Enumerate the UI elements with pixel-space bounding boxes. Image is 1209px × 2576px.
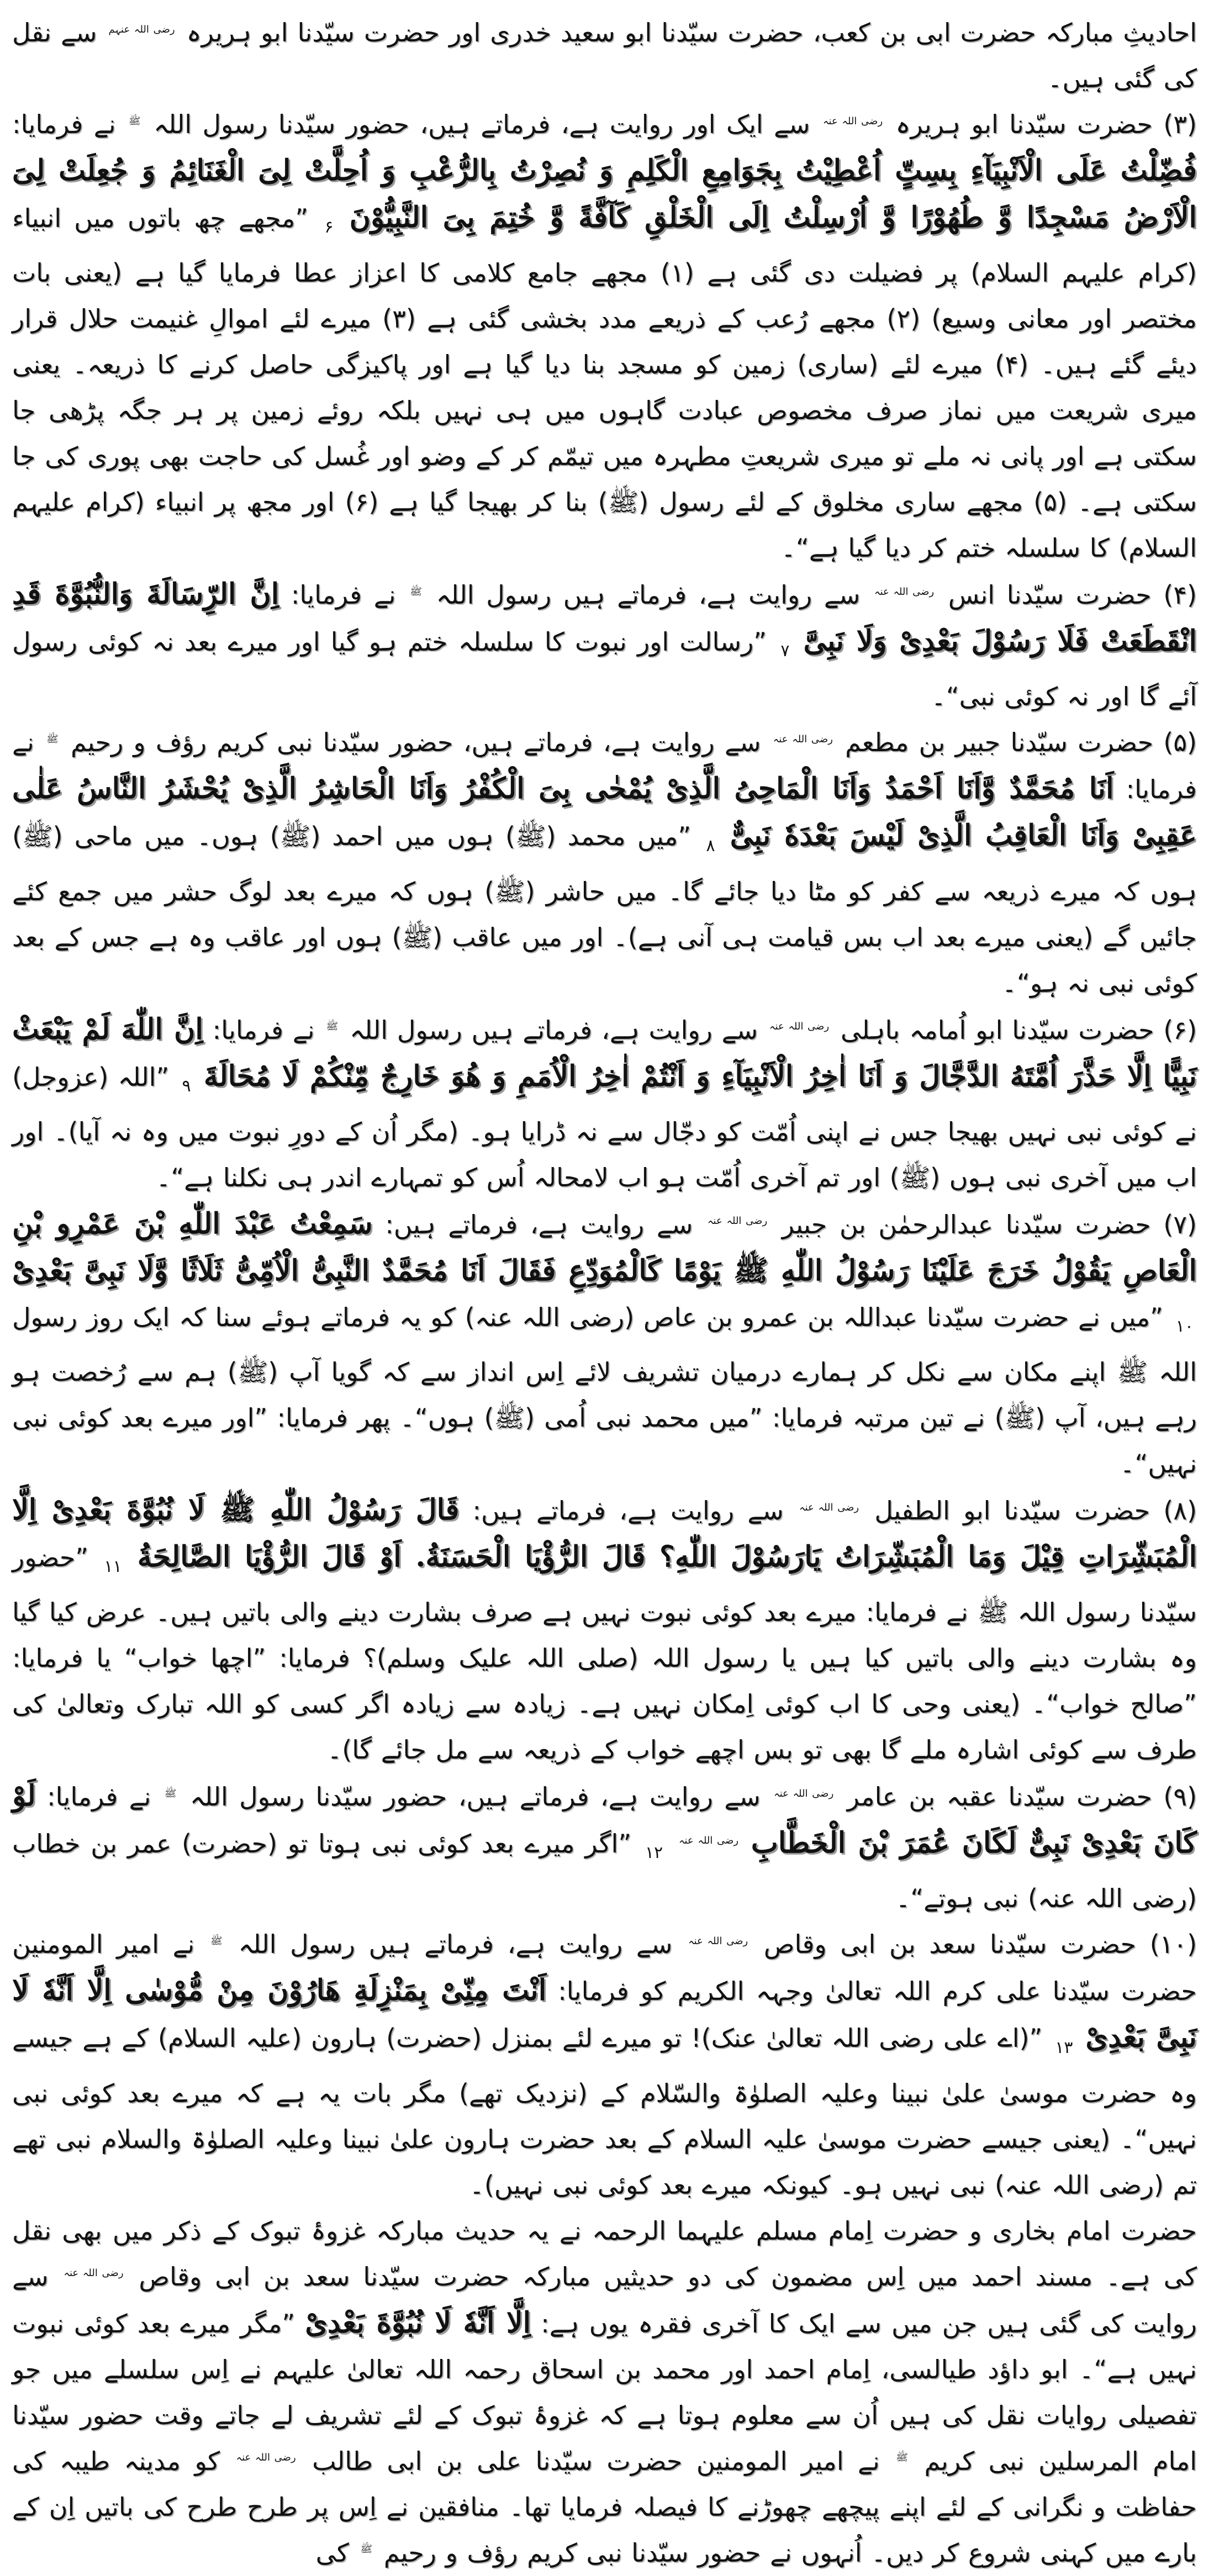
- urdu-text: سے نقل کی گئی ہیں۔: [12, 18, 1197, 93]
- honorific-glyph: رضی اللہ عنہ: [678, 1834, 739, 1846]
- urdu-text: سے روایت کی گئی ہیں جن میں سے ایک کا آخری فقرہ یوں ہے:: [12, 2261, 1197, 2339]
- honorific-glyph: ﷺ: [896, 2452, 909, 2464]
- urdu-text: سے روایت ہے، فرماتے ہیں رسول اللہ: [238, 1929, 673, 1960]
- urdu-text: نے فرمایا:: [212, 1015, 315, 1045]
- paragraph-intro: [12, 10, 1197, 102]
- honorific-glyph: رضی اللہ عنہ: [874, 585, 935, 598]
- urdu-text: احادیثِ مبارکہ حضرت ابی بن کعب، حضرت سیّدنا ابو سعید خدری اور حضرت سیّدنا ابو ہریرہ: [186, 18, 1197, 47]
- urdu-text: سے روایت ہے، فرماتے ہیں:: [472, 1495, 784, 1525]
- urdu-text: کی: [315, 2537, 349, 2568]
- paragraph-hadith-10: [12, 1922, 1197, 2208]
- urdu-text: سے روایت ہے، فرماتے ہیں رسول اللہ: [350, 1015, 758, 1045]
- paragraph-closing: [12, 2208, 1197, 2576]
- arabic-quotation: اَنْتَ مِنِّیْ بِمَنْزِلَةِ هَارُوْنَ مِنْ مُّوْسٰی اِلَّا اَنَّهٗ لَا نَبِیَّ بَعْدِیْ: [12, 1973, 1197, 2055]
- urdu-text: نے فرمایا:: [47, 1782, 151, 1812]
- honorific-glyph: رضی اللہ عنہ: [64, 2267, 124, 2279]
- honorific-glyph: ﷺ: [46, 733, 59, 746]
- urdu-text: ”حضور سیّدنا رسول اللہ ﷺ نے فرمایا: میرے بعد کوئی نبوت نہیں ہے صرف بشارت دینے والی باتیں ہیں۔ عرض کیا گیا وہ بشارت دینے والی باتیں کیا ہیں یا رسول اللہ (صلی اللہ علیک وسلم)؟ فرمایا: ”اچھا خواب“ یا فرمایا: ”صالح خواب“۔ (یعنی وحی کا اب کوئی اِمکان نہیں ہے۔ زیادہ سے زیادہ اگر کسی کو اللہ تبارک وتعالیٰ کی طرف سے کوئی اشارہ ملے گا بھی تو بس اچھے خواب کے ذریعہ سے مل جائے گا)۔: [12, 1542, 1197, 1765]
- urdu-text: سے روایت ہے، فرماتے ہیں، حضور سیّدنا رسول اللہ: [189, 1782, 761, 1812]
- urdu-text: ”میں محمد (ﷺ) ہوں میں احمد (ﷺ) ہوں۔ میں ماحی (ﷺ) ہوں کہ میرے ذریعہ سے کفر کو مٹا دیا جائے گا۔ میں حاشر (ﷺ) ہوں کہ میرے بعد لوگ حشر میں جمع کئے جائیں گے (یعنی میرے بعد اب بس قیامت ہی آنی ہے)۔ اور میں عاقب (ﷺ) ہوں اور عاقب وہ ہے جس کے بعد کوئی نبی نہ ہو“۔: [12, 821, 1197, 998]
- urdu-text: (۳) حضرت سیّدنا ابو ہریرہ: [895, 109, 1197, 139]
- honorific-glyph: ﷺ: [128, 115, 141, 127]
- honorific-glyph: رضی اللہ عنہ: [774, 1787, 834, 1799]
- urdu-text: سے ایک اور روایت ہے، فرماتے ہیں، حضور سیّدنا رسول اللہ: [154, 109, 810, 139]
- urdu-text: ”رسالت اور نبوت کا سلسلہ ختم ہو گیا اور میرے بعد نہ کوئی رسول آئے گا اور نہ کوئی نبی“۔: [12, 627, 1197, 712]
- arabic-quotation: فُضِّلْتُ عَلَی الْاَنْبِیَآءِ بِسِتٍّ اُعْطِیْتُ بِجَوَامِعِ الْکَلِمِ وَ نُصِرْتُ بِالرُّعْبِ وَ اُحِلَّتْ لِیَ الْغَنَائِمُ وَ جُعِلَتْ لِیَ الْاَرْضُ مَسْجِدًا وَّ طُهُوْرًا وَّ اُرْسِلْتُ اِلَی الْخَلْقِ کَآفَّةً وَّ خُتِمَ بِیَ النَّبِیُّوْنَ: [12, 154, 1197, 234]
- paragraph-hadith-4: [12, 571, 1197, 720]
- honorific-glyph: ﷺ: [360, 2543, 373, 2556]
- urdu-text: ”مگر میرے بعد کوئی نبوت نہیں ہے“۔ ابو داؤد طیالسی، اِمام احمد اور محمد بن اسحاق رحمہ اللہ تعالیٰ علیہم نے اِس سلسلے میں جو تفصیلی روایات نقل کی ہیں اُن سے معلوم ہوتا ہے کہ غزوۂ تبوک کے لئے تشریف لے جاتے وقت حضور سیّدنا امام المرسلین نبی کریم: [12, 2308, 1197, 2476]
- urdu-text: ”اللہ (عزوجل) نے کوئی نبی نہیں بھیجا جس نے اپنی اُمّت کو دجّال سے نہ ڈرایا ہو۔ (مگر اُن کے دورِ نبوت میں وہ نہ آیا)۔ اور اب میں آخری نبی ہوں (ﷺ) اور تم آخری اُمّت ہو اب لامحالہ اُس کو تمہارے اندر ہی نکلنا ہے“۔: [12, 1062, 1197, 1192]
- honorific-glyph: رضی اللہ عنہ: [823, 115, 883, 127]
- footnote-marker: ۹: [182, 1076, 191, 1096]
- arabic-quotation: اِنَّ اللّٰهَ لَمْ یَبْعَثْ نَبِیًّا اِلَّا حَذَّرَ اُمَّتَهُ الدَّجَّالَ وَ اَنَا اٰخِرُ الْاَنْبِیَآءِ وَ اَنْتُمْ اٰخِرُ الْاُمَمِ وَ هُوَ خَارِجٌ مِّنْکُمْ لَا مُحَالَةَ: [12, 1012, 1197, 1093]
- paragraph-hadith-6: [12, 1006, 1197, 1201]
- urdu-text: سے روایت ہے، فرماتے ہیں:: [385, 1209, 693, 1239]
- urdu-text: (۹) حضرت سیّدنا عقبہ بن عامر: [847, 1782, 1197, 1812]
- urdu-text: (۴) حضرت سیّدنا انس: [948, 580, 1197, 610]
- urdu-text: سے روایت ہے، فرماتے ہیں، حضور سیّدنا نبی کریم رؤف و رحیم: [71, 727, 761, 758]
- honorific-glyph: رضی اللہ عنہ: [799, 1501, 859, 1513]
- urdu-text: ”اگر میرے بعد کوئی نبی ہوتا تو (حضرت) عمر بن خطاب (رضی اللہ عنہ) نبی ہوتے“۔: [12, 1829, 1197, 1914]
- urdu-text: نے فرمایا:: [291, 580, 396, 610]
- urdu-text: نے فرمایا:: [12, 109, 116, 139]
- urdu-text: ”مجھے چھ باتوں میں انبیاء (کرام علیہم السلام) پر فضیلت دی گئی ہے (۱) مجھے جامع کلامی کا اعزاز عطا فرمایا گیا ہے (یعنی بات مختصر اور معانی وسیع) (۲) مجھے رُعب کے ذریعے مدد بخشی گئی ہے (۳) میرے لئے اموالِ غنیمت حلال قرار دیئے گئے ہیں۔ (۴) میرے لئے (ساری) زمین کو مسجد بنا دیا گیا ہے اور پاکیزگی حاصل کرنے کا ذریعہ۔ یعنی میری شریعت میں نماز صرف مخصوص عبادت گاہوں میں ہی نہیں بلکہ روئے زمین پر ہر جگہ پڑھی جا سکتی ہے اور پانی نہ ملے تو میری شریعتِ مطہرہ میں تیمّم کر کے وضو اور غُسل کی حاجت بھی پوری کی جا سکتی ہے۔ (۵) مجھے ساری مخلوق کے لئے رسول (ﷺ) بنا کر بھیجا گیا ہے (۶) اور مجھ پر انبیاء (کرام علیہم السلام) کا سلسلہ ختم کر دیا گیا ہے“۔: [12, 203, 1197, 563]
- urdu-text: (۵) حضرت سیّدنا جبیر بن مطعم: [845, 727, 1197, 758]
- urdu-text: حضرت امام بخاری و حضرت اِمام مسلم علیہما الرحمہ نے یہ حدیث مبارکہ غزوۂ تبوک کے ذکر میں بھی نقل کی ہے۔ مسند احمد میں اِس مضمون کی دو حدیثیں مبارکہ حضرت سیّدنا سعد بن ابی وقاص: [12, 2215, 1197, 2292]
- paragraph-hadith-5: [12, 720, 1197, 1006]
- footnote-marker: ۶: [324, 218, 334, 237]
- footnote-marker: ۸: [706, 836, 715, 856]
- footnote-marker: ۱۱: [104, 1557, 122, 1577]
- honorific-glyph: رضی اللہ عنہ: [708, 1215, 768, 1227]
- arabic-quotation: لَوْ کَانَ بَعْدِیْ نَبِیٌّ لَکَانَ عُمَرَ بْنَ الْخَطَّابِ: [12, 1779, 1197, 1860]
- honorific-glyph: رضی اللہ عنہ: [688, 1935, 748, 1947]
- urdu-text: سے روایت ہے، فرماتے ہیں رسول اللہ: [436, 580, 860, 610]
- arabic-quotation: اِنَّ الرِّسَالَةَ وَالنُّبُوَّةَ قَدِ انْقَطَعَتْ فَلَا رَسُوْلَ بَعْدِیْ وَلَا نَبِیَّ: [12, 577, 1197, 658]
- urdu-text: نے فرمایا:: [12, 727, 1197, 805]
- arabic-quotation: اَنَا مُحَمَّدٌ وَّاَنَا اَحْمَدُ وَاَنَا الْمَاحِیُ الَّذِیْ یُمْحٰی بِیَ الْکُفْرُ وَاَنَا الْحَاشِرُ الَّذِیْ یُحْشَرُ النَّاسُ عَلٰی عَقِبِیْ وَاَنَا الْعَاقِبُ الَّذِیْ لَیْسَ بَعْدَهٗ نَبِیٌّ: [12, 772, 1197, 853]
- honorific-glyph: ﷺ: [210, 1935, 223, 1947]
- urdu-text: نے امیر المومنین حضرت سیّدنا علی بن ابی طالب: [312, 2446, 880, 2476]
- honorific-glyph: رضی اللہ عنہ: [769, 1021, 830, 1033]
- footnote-marker: ۱۲: [645, 1843, 663, 1863]
- urdu-text: ”میں نے حضرت سیّدنا عبداللہ بن عمرو بن عاص (رضی اللہ عنہ) کو یہ فرماتے ہوئے سنا کہ ایک روز رسول اللہ ﷺ اپنے مکان سے نکل کر ہمارے درمیان تشریف لائے اِس انداز سے کہ گویا آپ (ﷺ) ہم سے رُخصت ہو رہے ہیں، آپ (ﷺ) نے تین مرتبہ فرمایا: ”میں محمد نبی اُمی (ﷺ) ہوں“۔ پھر فرمایا: ”اور میرے بعد کوئی نبی نہیں“۔: [12, 1302, 1197, 1479]
- urdu-text: ”(اے علی رضی اللہ تعالیٰ عنک)! تو میرے لئے بمنزل (حضرت) ہارون (علیہ السلام) کے ہے جیسے وہ حضرت موسیٰ علیٰ نبینا وعلیہ الصلوٰۃ والسّلام کے (نزدیک تھے) مگر بات یہ ہے کہ میرے بعد کوئی نبی نہیں“۔ (یعنی جیسے حضرت موسیٰ علیہ السلام کے بعد حضرت ہارون علیٰ نبینا وعلیہ الصلوٰۃ والسلام نبی تھے تم (رضی اللہ عنہ) نبی نہیں ہو۔ کیونکہ میرے بعد کوئی نبی نہیں)۔: [12, 2023, 1197, 2200]
- footnote-marker: ۷: [780, 641, 790, 661]
- paragraph-hadith-9: [12, 1773, 1197, 1922]
- honorific-glyph: رضی اللہ عنہم: [108, 23, 175, 35]
- urdu-text: (۶) حضرت سیّدنا ابو اُمامہ باہلی: [841, 1015, 1197, 1045]
- footnote-marker: ۱۰: [1175, 1316, 1194, 1336]
- honorific-glyph: ﷺ: [410, 585, 422, 598]
- arabic-quotation: سَمِعْتُ عَبْدَ اللّٰهِ بْنَ عَمْرِو بْنِ الْعَاصِ یَقُوْلُ خَرَجَ عَلَیْنَا رَسُوْلُ اللّٰهِ ﷺ یَوْمًا کَالْمُوَدِّعِ فَقَالَ اَنَا مُحَمَّدٌ النَّبِیُّ الْاُمِّیُّ ثَلَاثًا وَّلَا نَبِیَّ بَعْدِیْ: [12, 1206, 1197, 1287]
- paragraph-hadith-8: [12, 1487, 1197, 1773]
- honorific-glyph: رضی اللہ عنہ: [773, 733, 833, 746]
- honorific-glyph: رضی اللہ عنہ: [236, 2452, 296, 2464]
- footnote-marker: ۱۳: [1055, 2037, 1073, 2057]
- urdu-text: نے امیر المومنین حضرت سیّدنا علی کرم اللہ تعالیٰ وجہہ الکریم کو فرمایا:: [12, 1929, 1197, 2007]
- urdu-text: (۸) حضرت سیّدنا ابو الطفیل: [874, 1495, 1197, 1525]
- arabic-quotation: قَالَ رَسُوْلُ اللّٰهِ ﷺ لَا نُبُوَّةَ بَعْدِیْ اِلَّا الْمُبَشِّرَاتِ قِیْلَ وَمَا الْمُبَشِّرَاتُ یَارَسُوْلَ اللّٰهِ؟ قَالَ الرُّؤْیَا الْحَسَنَةُ. اَوْ قَالَ الرُّؤْیَا الصَّالِحَةُ: [12, 1492, 1197, 1574]
- urdu-text: کو مدینہ طیبہ کی حفاظت و نگرانی کے لئے اپنے پیچھے چھوڑنے کا فیصلہ فرمایا تھا۔ منافقین نے اِس پر طرح طرح کی باتیں اِن کے بارے میں کہنی شروع کر دیں۔ اُنہوں نے حضور سیّدنا نبی کریم رؤف و رحیم: [12, 2446, 1197, 2568]
- urdu-text: (۱۰) حضرت سیّدنا سعد بن ابی وقاص: [763, 1929, 1197, 1960]
- paragraph-hadith-3: [12, 102, 1197, 571]
- arabic-quotation: اِلَّا اَنَّهٗ لَا نُبُوَّةَ بَعْدِیْ: [305, 2305, 531, 2340]
- honorific-glyph: ﷺ: [164, 1787, 177, 1799]
- urdu-text: (۷) حضرت سیّدنا عبدالرحمٰن بن جبیر: [782, 1209, 1197, 1239]
- paragraph-hadith-7: [12, 1201, 1197, 1487]
- honorific-glyph: ﷺ: [326, 1021, 339, 1033]
